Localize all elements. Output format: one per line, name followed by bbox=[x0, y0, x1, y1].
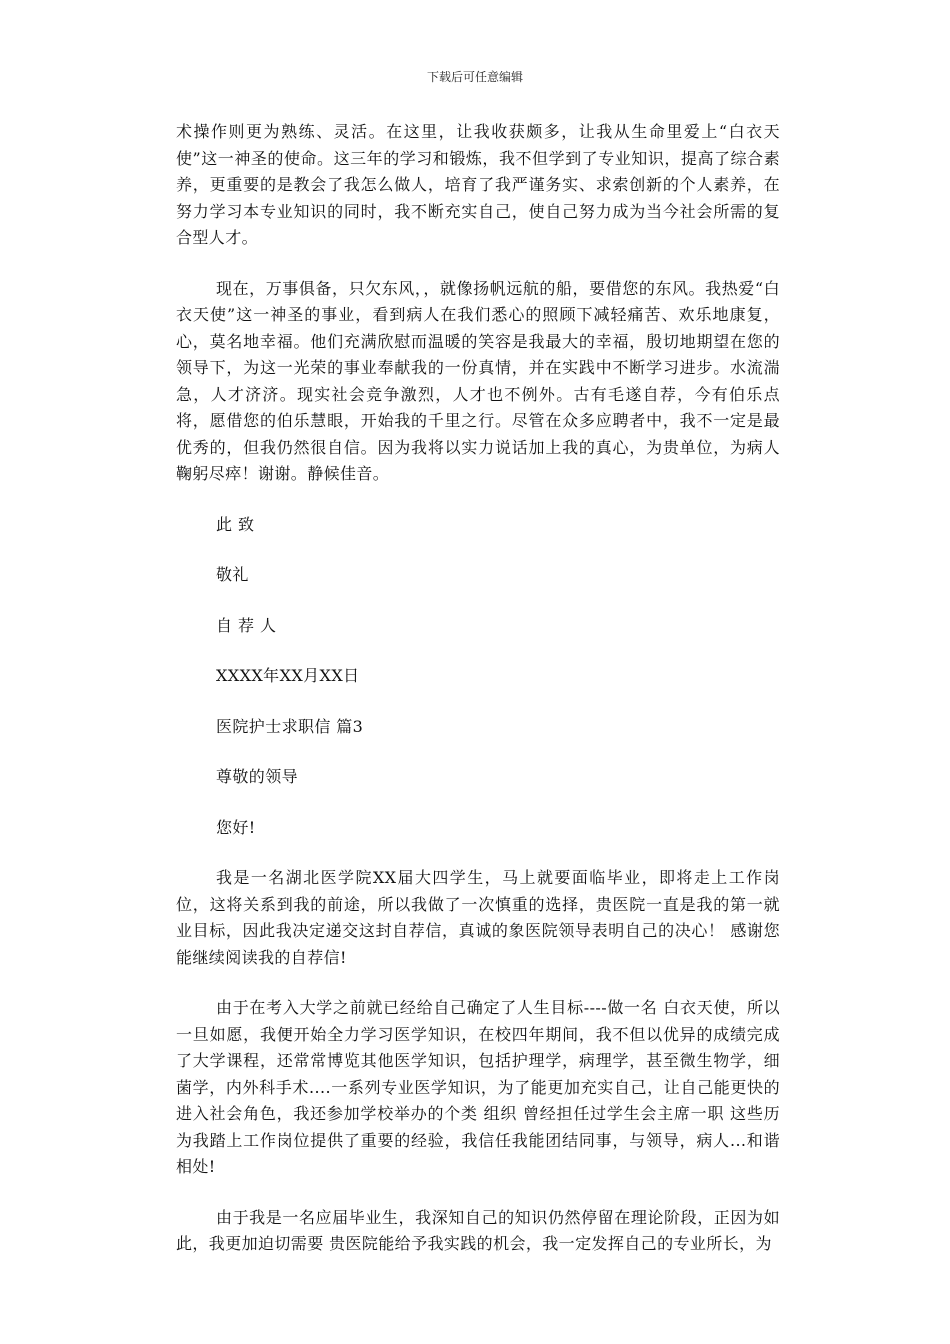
date-line: XXXX年XX月XX日 bbox=[216, 666, 360, 685]
section-title: 医院护士求职信 篇3 bbox=[216, 716, 364, 736]
page-header: 下载后可任意编辑 bbox=[426, 70, 523, 84]
paragraph-1: 术操作则更为熟练、灵活。在这里，让我收获颇多，让我从生命里爱上“白衣天使”这一神圣的使命。这三年的学习和锻炼，我不但学到了专业知识，提高了综合素养，更重要的是教会了我怎么做人，培育了我严谨务实、求索创新的个人素养，在努力学习本专业知识的同时，我不断充实自己，使自己努力成为当今社会所需的复合型人才。 bbox=[176, 122, 780, 247]
closing-line-2: 敬礼 bbox=[216, 565, 249, 584]
greeting-line: 您好! bbox=[216, 817, 256, 837]
paragraph-2: 现在，万事俱备，只欠东风，，就像扬帆远航的船，要借您的东风。我热爱“白衣天使”这一神圣的事业，看到病人在我们悉心的照顾下减轻痛苦、欢乐地康复，心，莫名地幸福。他们充满欣慰而温暖的笑容是我最大的幸福，殷切地期望在您的领导下，为这一光荣的事业奉献我的一份真情，并在实践中不断学习进步。水流湍急，人才济济。现实社会竞争激烈，人才也不例外。古有毛遂自荐，今有伯乐点将，愿借您的伯乐慧眼，开始我的千里之行。尽管在众多应聘者中，我不一定是最优秀的，但我仍然很自信。因为我将以实力说话加上我的真心，为贵单位，为病人鞠躬尽瘁！谢谢。静候佳音。 bbox=[176, 278, 780, 483]
paragraph-5: 由于我是一名应届毕业生，我深知自己的知识仍然停留在理论阶段，正因为如此，我更加迫切需要 贵医院能给予我实践的机会，我一定发挥自己的专业所长，为 bbox=[176, 1207, 780, 1253]
document-body bbox=[176, 119, 780, 1282]
closing-line-1: 此致 bbox=[216, 514, 261, 534]
signer-line: 自荐人 bbox=[216, 615, 283, 635]
paragraph-4: 由于在考入大学之前就已经给自己确定了人生目标----做一名 白衣天使，所以一旦如愿，我便开始全力学习医学知识，在校四年期间，我不但以优异的成绩完成了大学课程，还常常博览其他医学知识，包括护理学，病理学，甚至微生物学，细菌学，内外科手术....一系列专业医学知识，为了能更加充实自己，让自己能更快的进入社会角色，我还参加学校举办的个类 组织 曾经担任过学生会主席一职 这些历为我踏上工作岗位提供了重要的经验，我信任我能团结同事，与领导，病人...和谐相处! bbox=[176, 998, 780, 1176]
paragraph-3: 我是一名湖北医学院XX届大四学生，马上就要面临毕业，即将走上工作岗位，这将关系到我的前途，所以我做了一次慎重的选择，贵医院一直是我的第一就业目标，因此我决定递交这封自荐信，真诚的象医院领导表明自己的决心！ 感谢您能继续阅读我的自荐信! bbox=[176, 868, 780, 967]
salutation-line: 尊敬的领导 bbox=[216, 767, 299, 786]
